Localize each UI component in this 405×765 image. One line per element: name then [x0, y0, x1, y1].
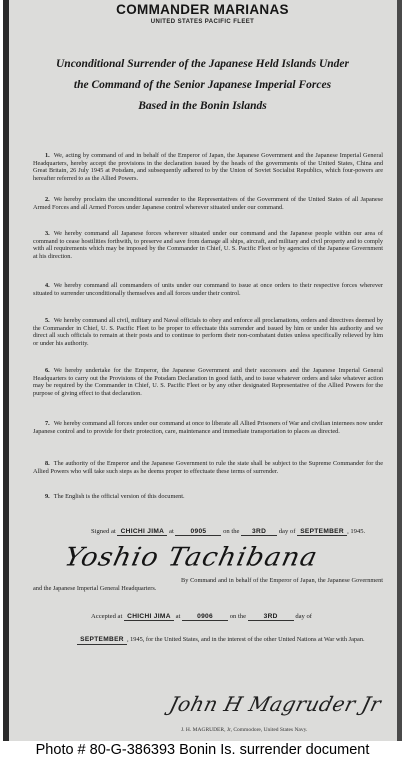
paragraph-number: 7. — [45, 420, 50, 427]
paragraph-6 — [33, 367, 383, 397]
accepted-prefix: Accepted at — [91, 613, 123, 620]
paragraph-1 — [33, 152, 383, 182]
accepted-day-of: day of — [295, 613, 312, 620]
paragraph-text: We hereby command all civil, military and Naval officials to obey and enforce all proclamations, orders and directives deemed by the Commander in Chief, U. S. Pacific Fleet to be proper to effectuate this surrender and issued by him or under his authority and we direct all such officials to remain at their posts and to continue to perform their non-combatant duties unless specifically relieved by him or under his authority. — [33, 317, 383, 347]
signed-time: 0905 — [175, 528, 221, 536]
signed-at: at — [169, 528, 174, 535]
paragraph-8 — [33, 460, 383, 475]
paragraph-number: 8. — [45, 460, 50, 467]
signed-day: 3RD — [241, 528, 277, 536]
paragraph-5 — [33, 317, 383, 347]
paragraph-9 — [33, 493, 383, 501]
paragraph-7 — [33, 420, 383, 435]
paragraph-text: We hereby command all commanders of units under our command to issue at once orders to their respective forces wherever situated to surrender unconditionally themselves and all forces under their control. — [33, 282, 383, 297]
document-title-line-3: Based in the Bonin Islands — [138, 100, 267, 112]
signed-on-the: on the — [223, 528, 240, 535]
accepted-line — [91, 613, 312, 621]
signed-line — [91, 528, 365, 536]
accepted-place: CHICHI JIMA — [124, 613, 174, 621]
header-fleet: UNITED STATES PACIFIC FLEET — [150, 19, 255, 25]
accepted-time: 0906 — [182, 613, 228, 621]
accepted-month: SEPTEMBER — [77, 636, 127, 645]
paragraph-number: 1. — [45, 152, 50, 159]
signed-year: , 1945. — [347, 528, 366, 535]
accepted-continuation — [33, 636, 383, 645]
photo-caption: Photo # 80-G-386393 Bonin Is. surrender document — [35, 742, 370, 758]
signed-prefix: Signed at — [91, 528, 116, 535]
paragraph-text: We hereby proclaim the unconditional surrender to the Representatives of the Government of the United States of all Japanese Armed Forces and all Armed Forces under Japanese control wherever situated under our command. — [33, 196, 383, 211]
surrender-document — [3, 0, 402, 741]
accepted-on-the: on the — [229, 613, 247, 620]
paragraph-number: 6. — [45, 367, 50, 374]
paragraph-text: The English is the official version of this document. — [53, 493, 185, 500]
magruder-name-line: J. H. MAGRUDER, Jr, Commodore, United States Navy. — [181, 727, 308, 733]
paragraph-number: 4. — [45, 282, 50, 289]
paragraph-text: We hereby command all Japanese forces wherever situated under our command and the Japanese people within our area of command to cease hostilities forthwith, to preserve and save from damage all ships, aircraft, and military and civil property and to comply with all requirements which may be imposed by the Commander in Chief, U. S. Pacific Fleet or by agencies of the Japanese Government at his direction. — [33, 230, 383, 260]
paragraph-3 — [33, 230, 383, 260]
accepted-day: 3RD — [248, 613, 294, 621]
accepted-at: at — [175, 613, 181, 620]
paragraph-text: The authority of the Emperor and the Japanese Government to rule the state shall be subject to the Supreme Commander for the Allied Powers who will take such steps as he deems proper to effectuate these terms of surrender. — [33, 460, 383, 475]
header-org: COMMANDER MARIANAS — [116, 2, 289, 17]
japanese-signature: Yoshio Tachibana — [61, 542, 321, 573]
paragraph-number: 5. — [45, 317, 50, 324]
paragraph-text: We hereby undertake for the Emperor, the Japanese Government and their successors and the Japanese Imperial General Headquarters to carry out the Provisions of the Potsdam Declaration in good faith, and to issue whatever orders and take whatever action may be required by the Commander in Chief, U. S. Pacific Fleet or by any other designated Representative of the Allied Powers for the purpose of giving effect to that declaration. — [33, 367, 383, 397]
accepted-rest: , 1945, for the United States, and in the interest of the other United Nations at War with Japan. — [127, 636, 365, 643]
signed-month: SEPTEMBER — [297, 528, 347, 536]
paragraph-number: 2. — [45, 196, 50, 203]
paragraph-text: We, acting by command of and in behalf of the Emperor of Japan, the Japanese Government and the Japanese Imperial General Headquarters, hereby accept the provisions in the declaration issued by the heads of the governments of the United States, China and Great Britain, 26 July 1945 at Potsdam, and subsequently adhered to by the Union of Soviet Socialist Republics, which four-powers are hereafter referred to as the Allied Powers. — [33, 152, 383, 182]
paragraph-2 — [33, 196, 383, 211]
document-title-line-1: Unconditional Surrender of the Japanese Held Islands Under — [56, 58, 349, 70]
signed-day-of: day of — [278, 528, 296, 535]
paragraph-number: 9. — [45, 493, 50, 500]
paragraph-text: We hereby command all forces under our command at once to liberate all Allied Prisoners of War and civilian internees now under Japanese control and to provide for their protection, care, maintenance and immediate transportation to places as directed. — [33, 420, 383, 435]
paragraph-4 — [33, 282, 383, 297]
document-title-line-2: the Command of the Senior Japanese Imperial Forces — [73, 79, 332, 91]
signed-place: CHICHI JIMA — [117, 528, 167, 536]
paragraph-number: 3. — [45, 230, 50, 237]
american-signature: John H Magruder Jr — [167, 692, 384, 716]
by-command-statement: By Command and in behalf of the Emperor of Japan, the Japanese Government and the Japanese Imperial General Headquarters. — [33, 577, 383, 592]
